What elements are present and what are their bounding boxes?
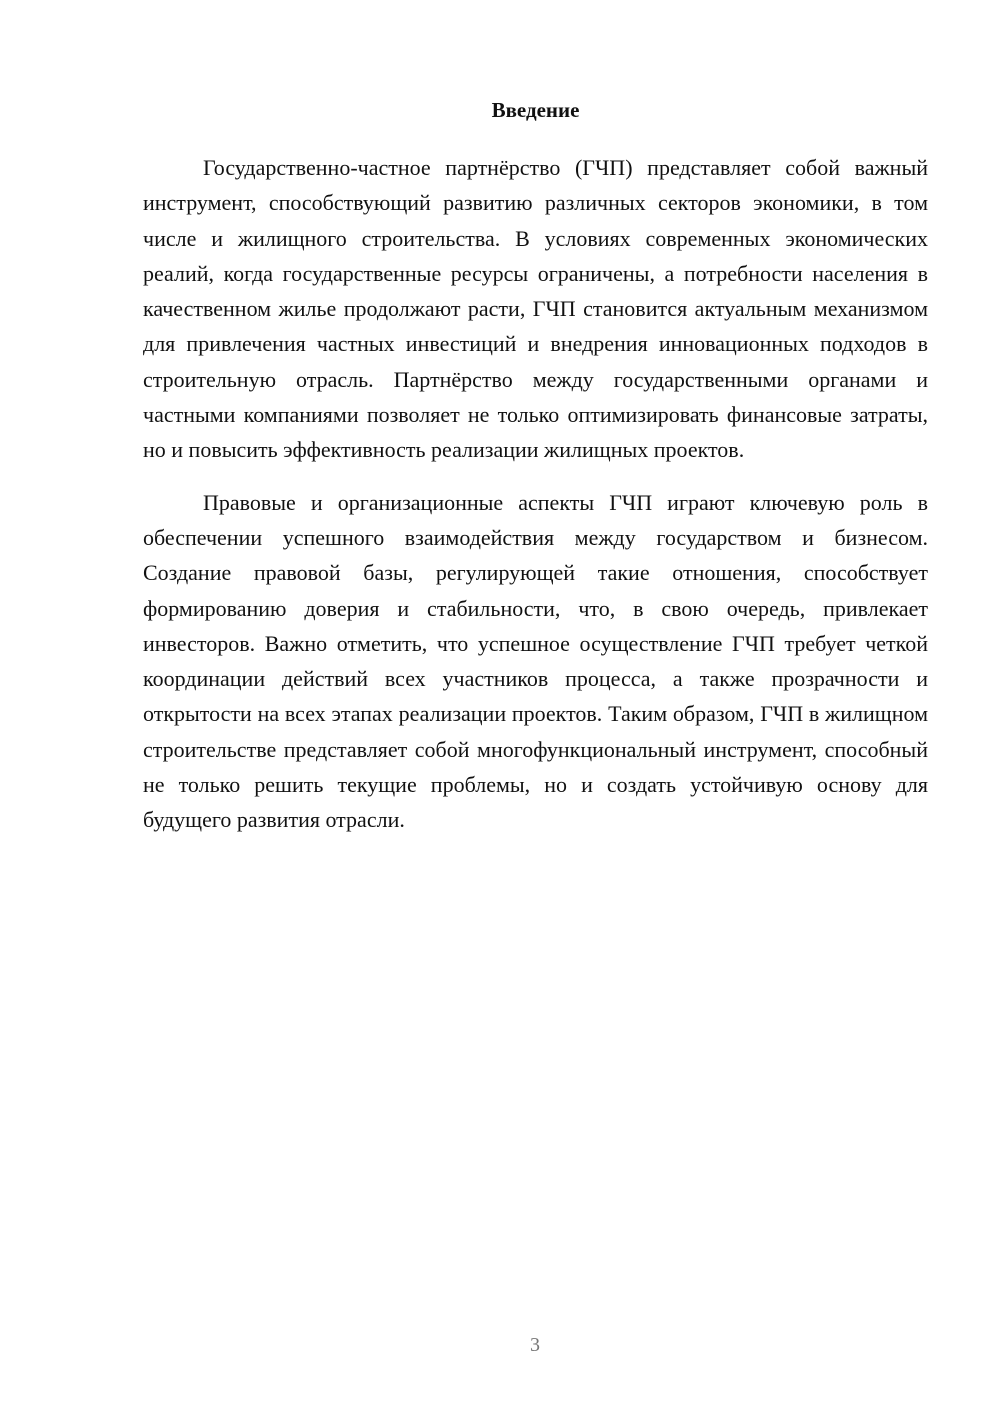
page-number: 3 [530,1334,540,1356]
document-body [143,92,928,838]
paragraph-introduction-1: Государственно-частное партнёрство (ГЧП) представляет собой важный инструмент, способствующий развитию различных секторов экономики, в том числе и жилищного строительства. В условиях современных экономических реалий, когда государственные ресурсы ограничены, а потребности населения в качественном жилье продолжают расти, ГЧП становится актуальным механизмом для привлечения частных инвестиций и внедрения инновационных подходов в строительную отрасль. Партнёрство между государственными органами и частными компаниями позволяет не только оптимизировать финансовые затраты, но и повысить эффективность реализации жилищных проектов. [143,155,928,463]
paragraph-introduction-2: Правовые и организационные аспекты ГЧП играют ключевую роль в обеспечении успешного взаимодействия между государством и бизнесом. Создание правовой базы, регулирующей такие отношения, способствует формированию доверия и стабильности, что, в свою очередь, привлекает инвесторов. Важно отметить, что успешное осуществление ГЧП требует четкой координации действий всех участников процесса, а также прозрачности и открытости на всех этапах реализации проектов. Таким образом, ГЧП в жилищном строительстве представляет собой многофункциональный инструмент, способный не только решить текущие проблемы, но и создать устойчивую основу для будущего развития отрасли. [143,489,928,833]
section-title: Введение [491,98,580,122]
